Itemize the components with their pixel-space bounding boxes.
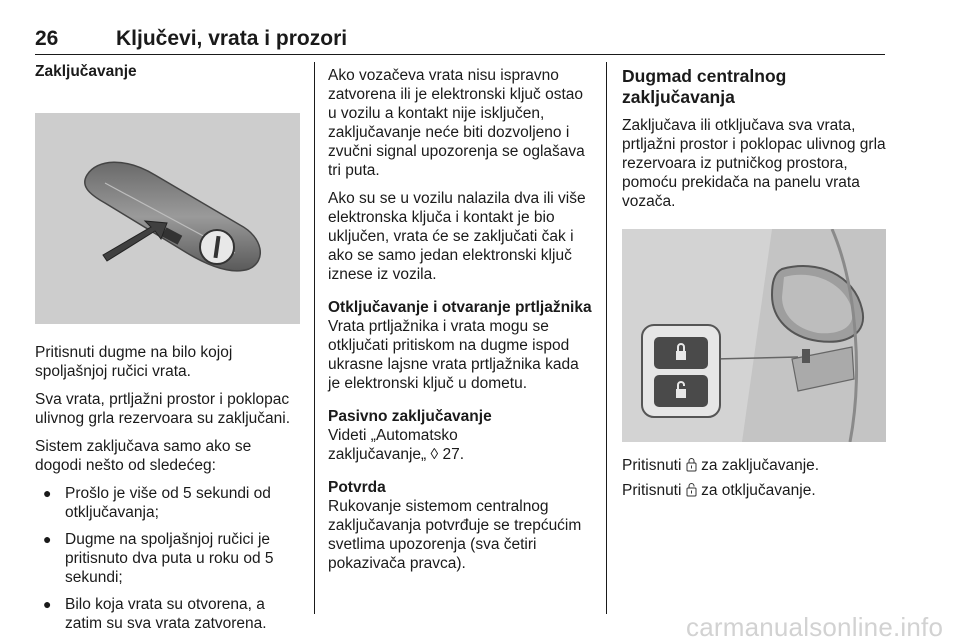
bullet-icon: ● (43, 596, 52, 612)
paragraph: Sva vrata, prtljažni prostor i poklopac ulivnog grla rezervoara su zaključani. (35, 391, 291, 427)
lock-suffix: za zaključavanje. (701, 457, 820, 474)
passive-ref-link[interactable]: zaključavanje„ (328, 446, 427, 463)
list-item (35, 595, 300, 633)
paragraph: Ako su se u vozilu nalazila dva ili više elektronska ključa i kontakt je bio uključen, vrata će se zaključati čak i ako se samo jedan elektronski ključ iznese iz vozila. (328, 190, 586, 283)
section-heading-passive-locking: Pasivno zaključavanje (328, 408, 492, 425)
section-heading-central-lock-buttons: Dugmad centralnog zaključavanja (622, 66, 787, 107)
lock-instruction (622, 456, 890, 475)
paragraph: Vrata prtljažnika i vrata mogu se otključati pritiskom na dugme ispod ukrasne lajsne vrata prtljažnika kada je elektronski ključ u dometu. (328, 318, 579, 392)
bullet-icon: ● (43, 485, 52, 501)
section-heading-confirmation: Potvrda (328, 479, 386, 496)
column-middle (328, 66, 593, 582)
door-panel-switch-illustration (622, 229, 886, 442)
list-item-text: Prošlo je više od 5 sekundi od otključavanja; (65, 485, 271, 521)
page-ref-number[interactable]: 27. (442, 446, 465, 463)
paragraph: Pritisnuti dugme na bilo kojoj spoljašnjoj ručici vrata. (35, 344, 233, 380)
condition-list (35, 484, 300, 633)
column-left (35, 62, 300, 641)
paragraph: Zaključava ili otključava sva vrata, prtljažni prostor i poklopac ulivnog grla rezervoara iz putničkog prostora, pomoću prekidača na panelu vrata vozača. (622, 117, 886, 210)
lock-closed-icon (686, 457, 697, 472)
page-number: 26 (35, 27, 59, 50)
bullet-icon: ● (43, 531, 52, 547)
door-handle-image (35, 113, 300, 324)
passive-ref-text: Videti „Automatsko (328, 427, 458, 444)
page-header (35, 24, 885, 55)
press-word: Pritisnuti (622, 457, 682, 474)
unlock-suffix: za otključavanje. (701, 482, 816, 499)
door-handle-illustration (35, 113, 300, 324)
page-ref-arrow-icon: ◊ (430, 446, 439, 463)
paragraph: Rukovanje sistemom centralnog zaključavanja potvrđuje se trepćućim svetlima upozorenja (sva četiri pokazivača pravca). (328, 498, 582, 572)
list-item (35, 530, 300, 587)
list-item (35, 484, 300, 522)
chapter-title: Ključevi, vrata i prozori (116, 27, 348, 50)
section-heading-locking: Zaključavanje (35, 63, 137, 80)
watermark-text: carmanualsonline.info (686, 612, 944, 642)
list-item-text: Dugme na spoljašnjoj ručici je pritisnuto dva puta u roku od 5 sekundi; (65, 531, 274, 586)
door-panel-image (622, 229, 886, 442)
list-item-text: Bilo koja vrata su otvorena, a zatim su sva vrata zatvorena. (65, 596, 267, 632)
unlock-instruction (622, 481, 890, 500)
column-divider (314, 62, 315, 614)
section-heading-trunk: Otključavanje i otvaranje prtljažnika (328, 299, 592, 316)
press-word: Pritisnuti (622, 482, 682, 499)
paragraph: Sistem zaključava samo ako se dogodi nešto od sledećeg: (35, 438, 252, 474)
paragraph-passive (328, 426, 593, 464)
column-right (622, 66, 890, 509)
lock-open-icon (686, 482, 697, 497)
paragraph: Ako vozačeva vrata nisu ispravno zatvorena ili je elektronski ključ ostao u vozilu a kontakt nije isključen, zaključavanje neće biti dozvoljeno i zvučni signal upozorenja se oglašava tri puta. (328, 67, 585, 179)
column-divider (606, 62, 607, 614)
